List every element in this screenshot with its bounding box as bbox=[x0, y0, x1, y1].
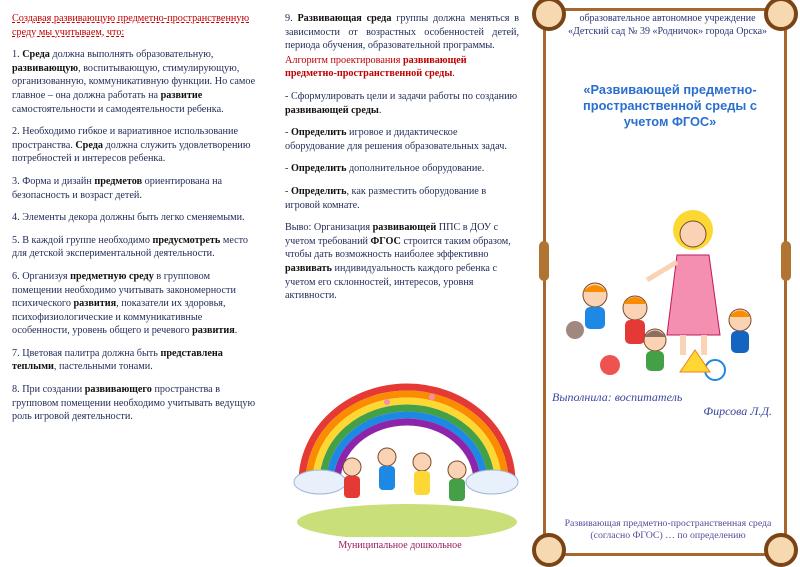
cover-footer-text: Развивающая предметно-пространственная среда (согласно ФГОС) … по определению bbox=[564, 518, 772, 541]
item-5: 5. В каждой группе необходимо предусмотреть место для детской экспериментальной деятельности. bbox=[12, 234, 249, 260]
conclusion: Выво: Организация развивающей ППС в ДОУ с учетом требований ФГОС строится таким образом, чтобы дать возможность наиболее эффективно развивать индивидуальность каждого ребенка с учетом его склонностей, интересов, уровня активности. bbox=[285, 222, 511, 302]
institution-bottom-text: Муниципальное дошкольное bbox=[338, 540, 462, 551]
brochure-title: «Развивающей предметно-пространственной среды с учетом ФГОС» bbox=[583, 82, 757, 129]
intro-label: Создавая развивающую предметно-пространственную среду мы учитываем, что: bbox=[12, 13, 250, 38]
frame-side bbox=[781, 241, 791, 281]
step-3: - Определить дополнительное оборудование. bbox=[285, 163, 485, 175]
frame-side bbox=[539, 241, 549, 281]
author-name: Фирсова Л.Д. bbox=[703, 404, 772, 418]
kids-group bbox=[343, 448, 466, 501]
column-left bbox=[0, 0, 265, 565]
organization-name: образовательное автономное учреждение «Детский сад № 39 «Родничок» города Орска» bbox=[567, 13, 768, 37]
intro-text bbox=[12, 12, 257, 39]
item-2: 2. Необходимо гибкое и вариативное использование пространства. Среда должна служить удовлетворению потребностей и интересов ребенка. bbox=[12, 126, 251, 165]
item-8: 8. При создании развивающего пространства в групповом помещении необходимо учитывать ведущую роль игровой деятельности. bbox=[12, 384, 256, 423]
step-2: - Определить игровое и дидактическое оборудование для решения образовательных задач. bbox=[285, 127, 507, 152]
teacher-children-illustration bbox=[555, 200, 770, 390]
author-block bbox=[552, 390, 772, 418]
author-label: Выполнила: воспитатель bbox=[552, 390, 683, 404]
item-6: 6. Организуя предметную среду в групповом помещении необходимо учитывать закономерности психического развития, показатели их здоровья, психофизиологические и коммуникативные особенности, уровень общего и речевого развития. bbox=[12, 270, 238, 337]
item-7: 7. Цветовая палитра должна быть представлена теплыми, пастельными тонами. bbox=[12, 347, 223, 373]
item-4: 4. Элементы декора должны быть легко сменяемыми. bbox=[12, 212, 245, 224]
algorithm-heading: Алгоритм проектирования развивающей предметно-пространственной среды. bbox=[285, 54, 467, 80]
item-9: 9. Развивающая среда группы должна меняться в зависимости от возрастных особенностей детей, периода обучения, образовательной программы. bbox=[285, 13, 519, 52]
item-3: 3. Форма и дизайн предметов ориентирована на безопасность и возраст детей. bbox=[12, 175, 223, 201]
item-1: 1. Среда должна выполнять образовательную, развивающую, воспитывающую, стимулирующую, организованную, коммуникативную функции. Но самое главное – она должна работать на развитие самостоятельности и самодеятельности ребенка. bbox=[12, 49, 256, 115]
rainbow-kids-illustration bbox=[292, 372, 522, 537]
step-4: - Определить, как разместить оборудование в игровой комнате. bbox=[285, 185, 487, 211]
step-1: - Сформулировать цели и задачи работы по созданию развивающей среды. bbox=[285, 90, 518, 116]
